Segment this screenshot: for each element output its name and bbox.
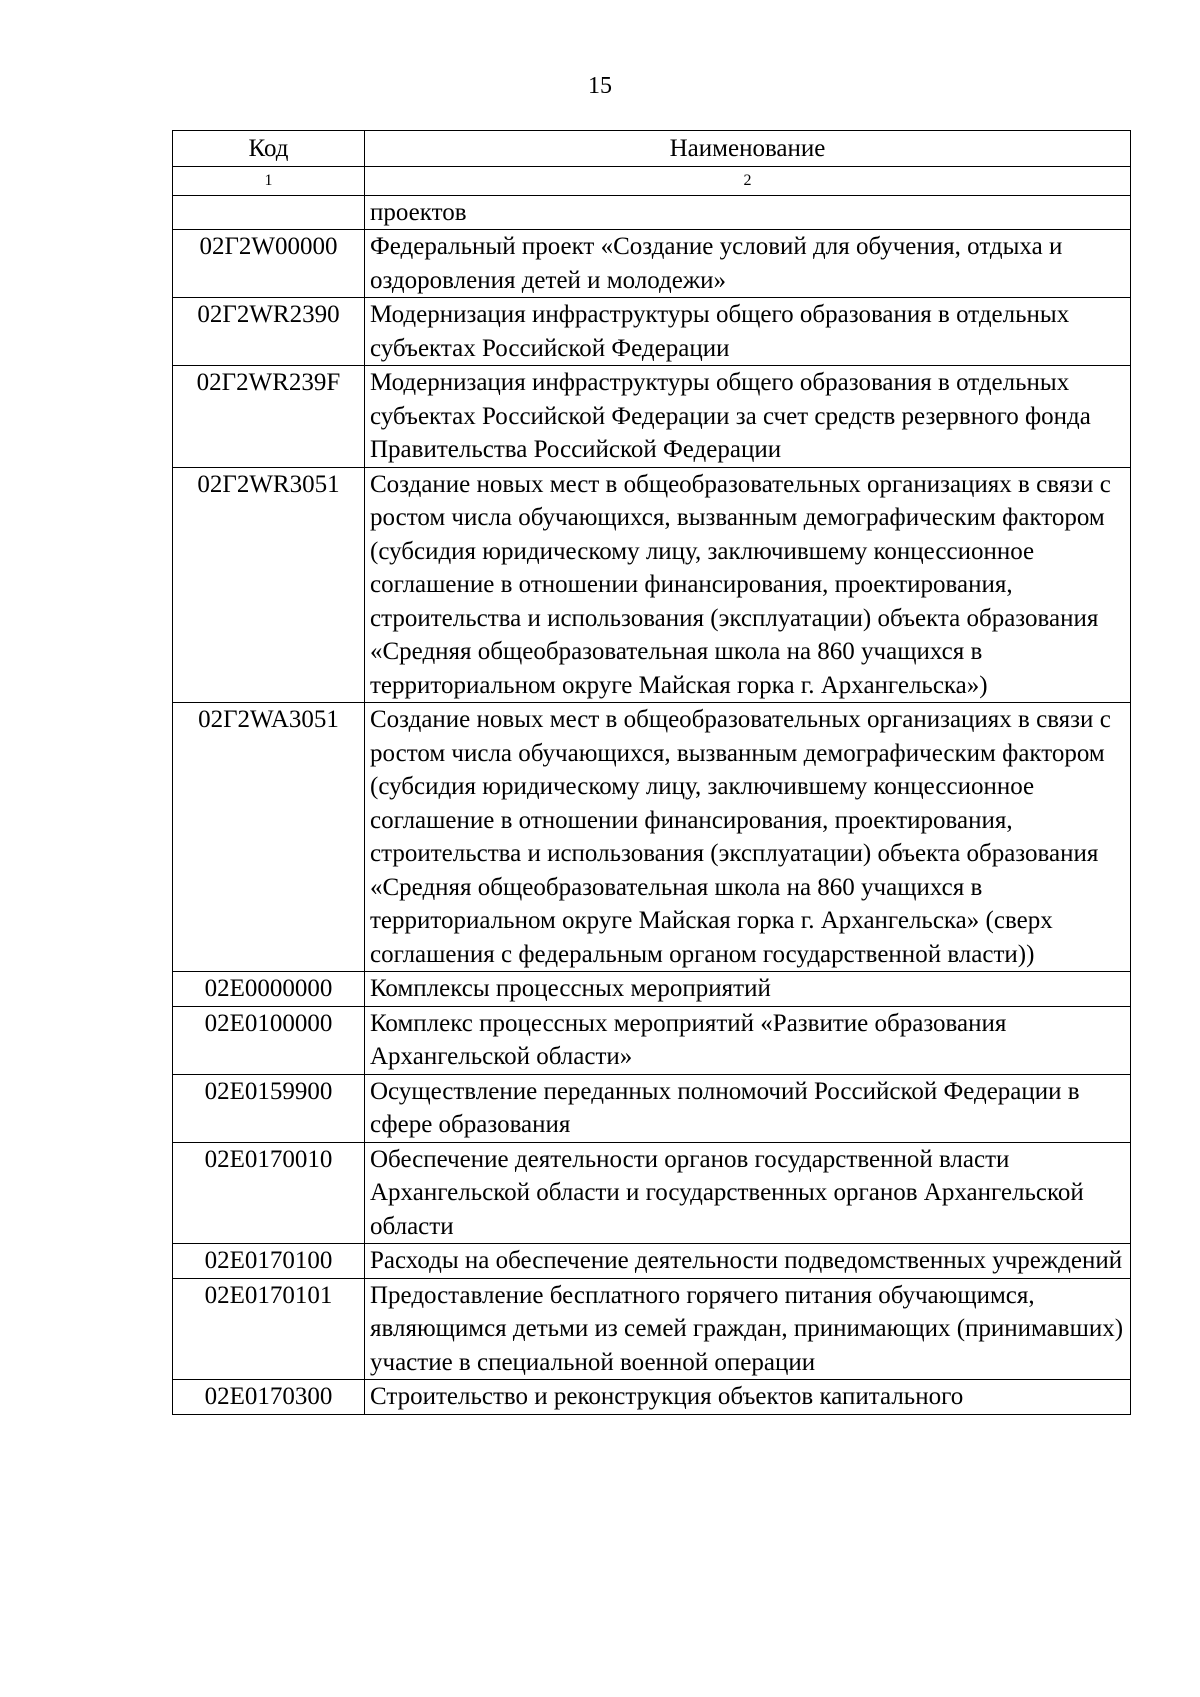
table-row xyxy=(173,1142,1131,1244)
row-name: Создание новых мест в общеобразовательных организациях в связи с ростом числа обучающихся, вызванным демографическим фактором (субсидия юридическому лицу, заключившему концессионное соглашение в отношении финансирования, проектирования, строительства и использования (эксплуатации) объекта образования «Средняя общеобразовательная школа на 860 учащихся в территориальном округе Майская горка г. Архангельска») xyxy=(365,467,1131,703)
column-header-code: Код xyxy=(173,131,365,167)
row-name: Федеральный проект «Создание условий для обучения, отдыха и оздоровления детей и молодежи» xyxy=(365,230,1131,298)
row-name: Обеспечение деятельности органов государственной власти Архангельской области и государственных органов Архангельской области xyxy=(365,1142,1131,1244)
row-name: Модернизация инфраструктуры общего образования в отдельных субъектах Российской Федерации за счет средств резервного фонда Правительства Российской Федерации xyxy=(365,366,1131,468)
row-name: Строительство и реконструкция объектов капитального xyxy=(365,1380,1131,1415)
table-row xyxy=(173,703,1131,972)
row-code: 02Е0170300 xyxy=(173,1380,365,1415)
row-code: 02Е0170101 xyxy=(173,1278,365,1380)
row-code: 02Г2WA3051 xyxy=(173,703,365,972)
page-number: 15 xyxy=(588,73,612,99)
table-header-row xyxy=(173,131,1131,167)
table-row xyxy=(173,1006,1131,1074)
row-code xyxy=(173,195,365,230)
row-name: проектов xyxy=(365,195,1131,230)
table-row xyxy=(173,972,1131,1007)
row-name: Предоставление бесплатного горячего питания обучающимся, являющимся детьми из семей граждан, принимающих (принимавших) участие в специальной военной операции xyxy=(365,1278,1131,1380)
row-name: Комплекс процессных мероприятий «Развитие образования Архангельской области» xyxy=(365,1006,1131,1074)
row-code: 02Е0159900 xyxy=(173,1074,365,1142)
table-row xyxy=(173,1278,1131,1380)
table-row xyxy=(173,195,1131,230)
column-number-1: 1 xyxy=(173,166,365,195)
row-name: Комплексы процессных мероприятий xyxy=(365,972,1131,1007)
table-row xyxy=(173,366,1131,468)
row-name: Создание новых мест в общеобразовательных организациях в связи с ростом числа обучающихся, вызванным демографическим фактором (субсидия юридическому лицу, заключившему концессионное соглашение в отношении финансирования, проектирования, строительства и использования (эксплуатации) объекта образования «Средняя общеобразовательная школа на 860 учащихся в территориальном округе Майская горка г. Архангельска» (сверх соглашения с федеральным органом государственной власти)) xyxy=(365,703,1131,972)
row-code: 02Г2W00000 xyxy=(173,230,365,298)
table-row xyxy=(173,1380,1131,1415)
column-number-2: 2 xyxy=(365,166,1131,195)
row-code: 02Е0000000 xyxy=(173,972,365,1007)
table-row xyxy=(173,298,1131,366)
row-code: 02Г2WR3051 xyxy=(173,467,365,703)
column-header-name: Наименование xyxy=(365,131,1131,167)
row-name: Расходы на обеспечение деятельности подведомственных учреждений xyxy=(365,1244,1131,1279)
table-row xyxy=(173,1244,1131,1279)
row-code: 02Е0170010 xyxy=(173,1142,365,1244)
row-name: Модернизация инфраструктуры общего образования в отдельных субъектах Российской Федерации xyxy=(365,298,1131,366)
budget-code-table xyxy=(172,130,1131,1415)
row-code: 02Е0170100 xyxy=(173,1244,365,1279)
column-number-row xyxy=(173,166,1131,195)
row-code: 02Г2WR2390 xyxy=(173,298,365,366)
table-row xyxy=(173,1074,1131,1142)
table-row xyxy=(173,230,1131,298)
row-name: Осуществление переданных полномочий Российской Федерации в сфере образования xyxy=(365,1074,1131,1142)
row-code: 02Е0100000 xyxy=(173,1006,365,1074)
table-row xyxy=(173,467,1131,703)
row-code: 02Г2WR239F xyxy=(173,366,365,468)
